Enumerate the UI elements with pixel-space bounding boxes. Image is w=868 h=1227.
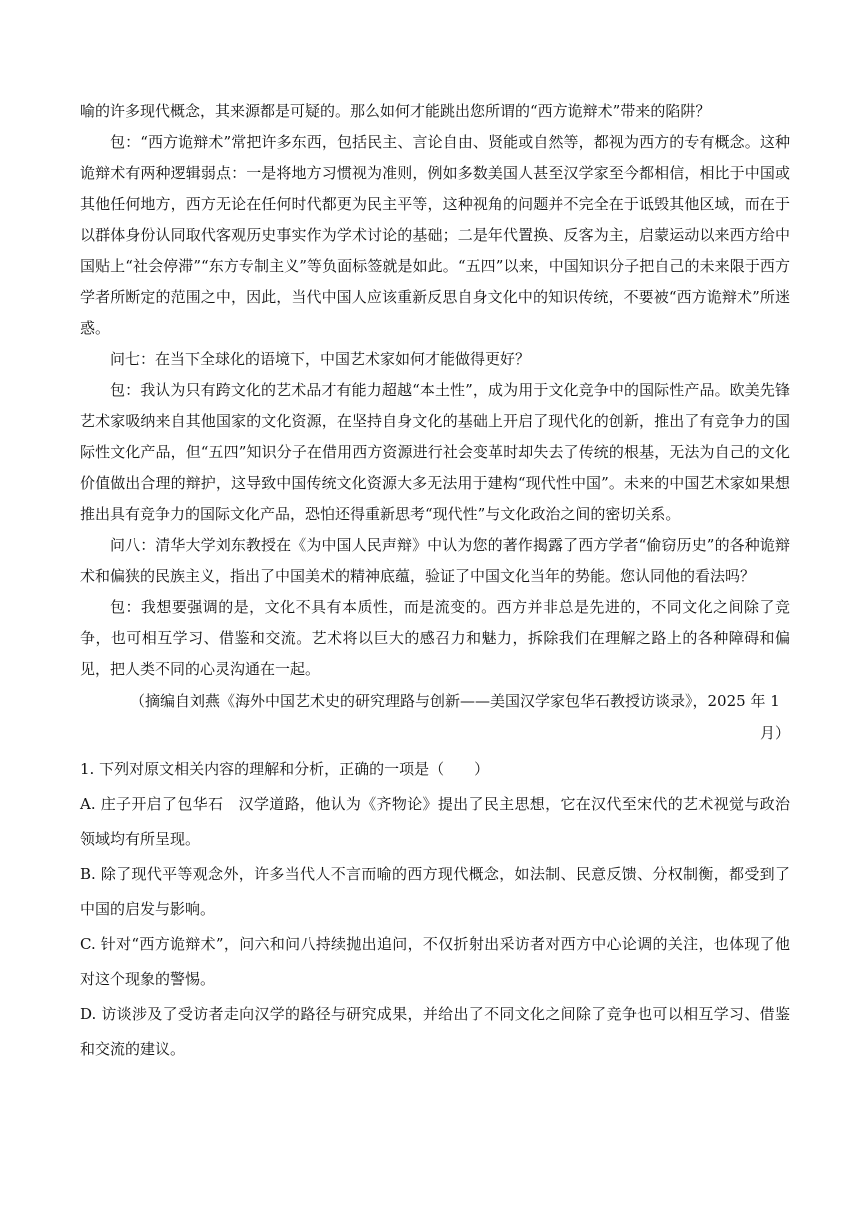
option-c: C. 针对“西方诡辩术”，问六和问八持续抛出追问，不仅折射出采访者对西方中心论调的关注，也体现了他对这个现象的警惕。 bbox=[80, 935, 790, 988]
answer-paragraph: 包：“西方诡辩术”常把许多东西，包括民主、言论自由、贤能或自然等，都视为西方的专有概念。这种诡辩术有两种逻辑弱点：一是将地方习惯视为准则，例如多数美国人甚至汉学家至今都相信，相比于中国或其他任何地方，西方无论在任何时代都更为民主平等，这种视角的问题并不完全在于诋毁其他区域，而在于以群体身份认同取代客观历史事实作为学术讨论的基础；二是年代置换、反客为主，启蒙运动以来西方给中国贴上“社会停滞”“东方专制主义”等负面标签就是如此。“五四”以来，中国知识分子把自己的未来限于西方学者所断定的范围之中，因此，当代中国人应该重新反思自身文化中的知识传统，不要被“西方诡辩术”所迷惑。 bbox=[80, 133, 790, 337]
answer-paragraph: 包：我认为只有跨文化的艺术品才有能力超越“本土性”，成为用于文化竞争中的国际性产品。欧美先锋艺术家吸纳来自其他国家的文化资源，在坚持自身文化的基础上开启了现代化的创新，推出了有竞争力的国际性文化产品，但“五四”知识分子在借用西方资源进行社会变革时却失去了传统的根基，无法为自己的文化价值做出合理的辩护，这导致中国传统文化资源大多无法用于建构“现代性中国”。未来的中国艺术家如果想推出具有竞争力的国际文化产品，恐怕还得重新思考“现代性”与文化政治之间的密切关系。 bbox=[80, 381, 790, 523]
question-stem: 1. 下列对原文相关内容的理解和分析，正确的一项是（ ） bbox=[80, 760, 490, 778]
document-page bbox=[80, 96, 790, 1067]
option-a: A. 庄子开启了包华石 汉学道路，他认为《齐物论》提出了民主思想，它在汉代至宋代的艺术视觉与政治领域均有所呈现。 bbox=[80, 795, 790, 848]
option-d: D. 访谈涉及了受访者走向汉学的路径与研究成果，并给出了不同文化之间除了竞争也可以相互学习、借鉴和交流的建议。 bbox=[80, 1005, 790, 1058]
question-eight: 问八：清华大学刘东教授在《为中国人民声辩》中认为您的著作揭露了西方学者“偷窃历史”的各种诡辩术和偏狭的民族主义，指出了中国美术的精神底蕴，验证了中国文化当年的势能。您认同他的看法吗？ bbox=[80, 536, 790, 585]
source-citation-end: 月） bbox=[759, 724, 790, 742]
option-b: B. 除了现代平等观念外，许多当代人不言而喻的西方现代概念，如法制、民意反馈、分权制衡，都受到了中国的启发与影响。 bbox=[80, 865, 790, 918]
question-seven: 问七：在当下全球化的语境下，中国艺术家如何才能做得更好？ bbox=[110, 350, 531, 368]
paragraph-continuation: 喻的许多现代概念，其来源都是可疑的。那么如何才能跳出您所谓的“西方诡辩术”带来的陷阱？ bbox=[80, 102, 711, 120]
source-citation: （摘编自刘燕《海外中国艺术史的研究理路与创新——美国汉学家包华石教授访谈录》，2025 年 1 bbox=[130, 692, 780, 710]
answer-paragraph: 包：我想要强调的是，文化不具有本质性，而是流变的。西方并非总是先进的，不同文化之间除了竞争，也可相互学习、借鉴和交流。艺术将以巨大的感召力和魅力，拆除我们在理解之路上的各种障碍和偏见，把人类不同的心灵沟通在一起。 bbox=[80, 598, 790, 678]
